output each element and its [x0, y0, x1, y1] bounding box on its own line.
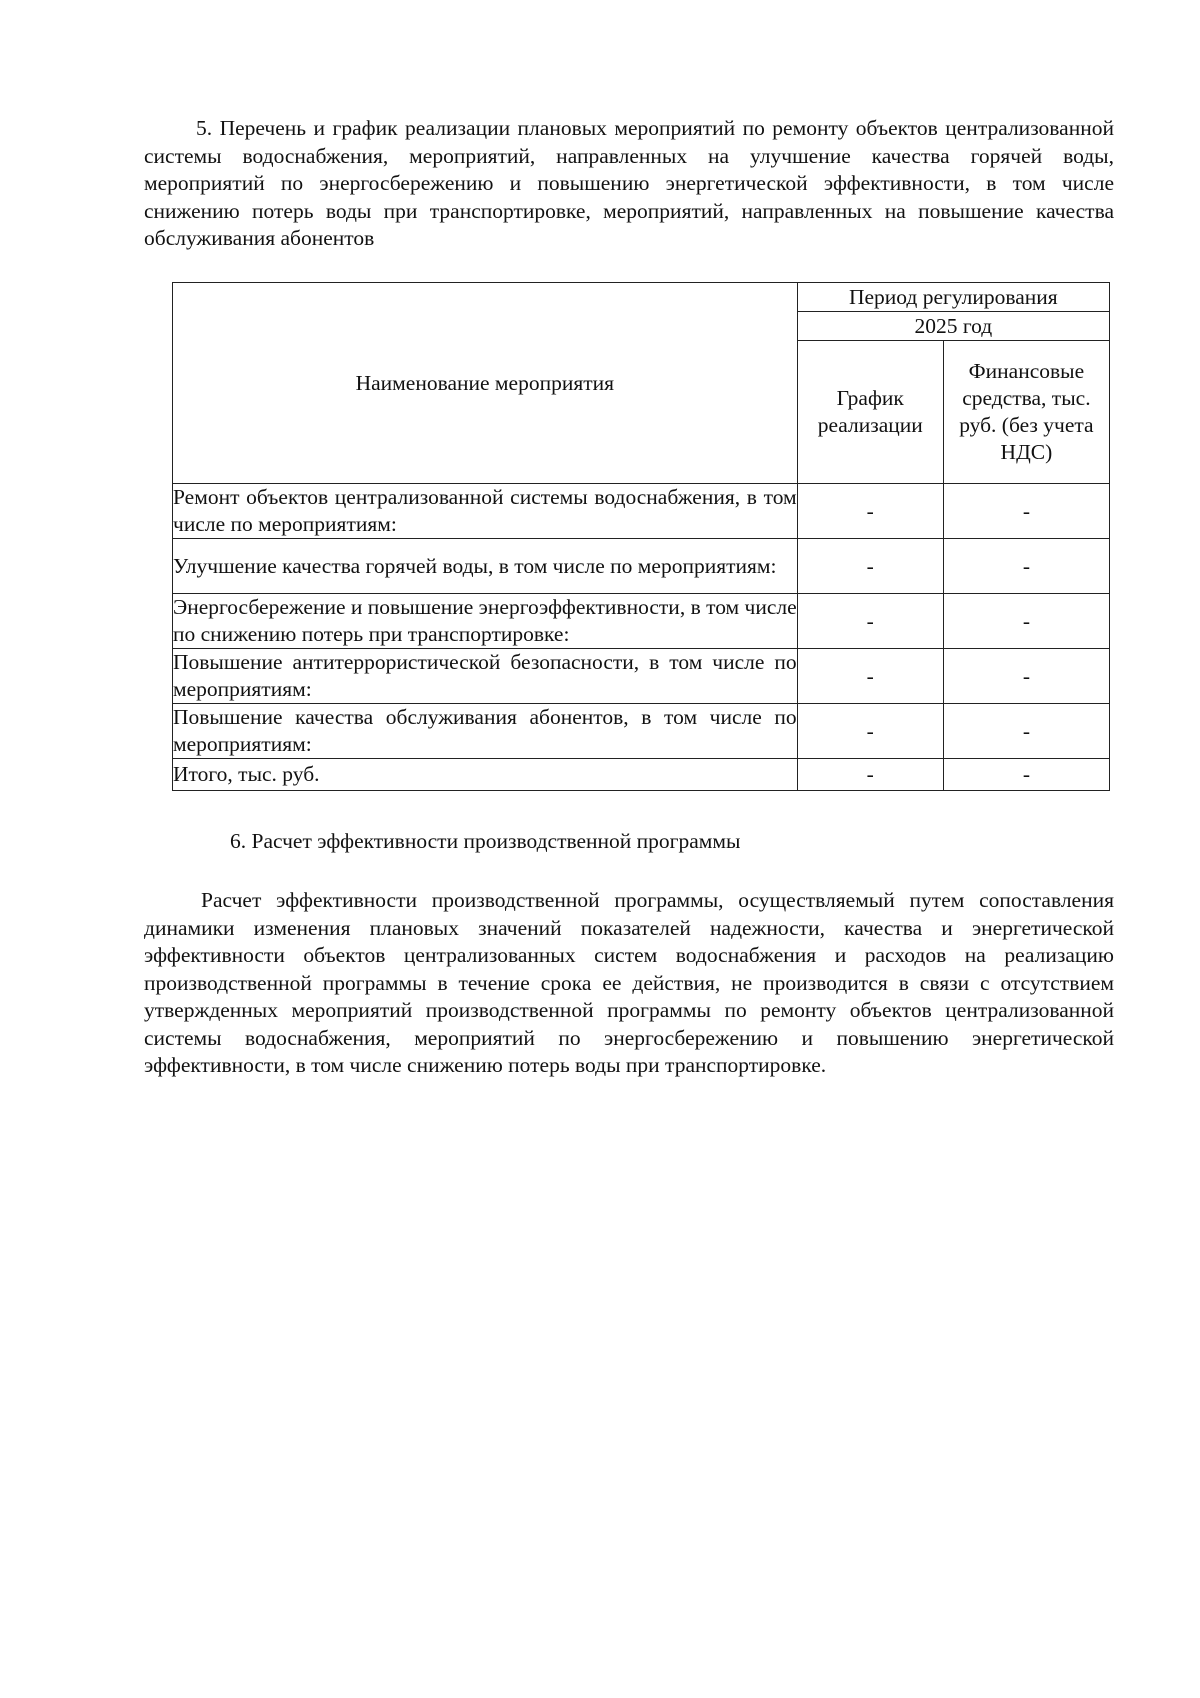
- header-activity-name: Наименование мероприятия: [173, 283, 798, 484]
- section-6-heading: 6. Расчет эффективности производственной программы: [230, 829, 741, 853]
- header-year: 2025 год: [797, 312, 1109, 341]
- section-6-paragraph: Расчет эффективности производственной программы, осуществляемый путем сопоставления динамики изменения плановых значений показателей надежности, качества и энергетической эффективности объектов централизованных систем водоснабжения и расходов на реализацию производственной программы в течение срока ее действия, не производится в связи с отсутствием утвержденных мероприятий производственной программы по ремонту объектов централизованной системы водоснабжения, мероприятий по энергосбережению и повышению энергетической эффективности, в том числе снижению потерь воды при транспортировке.: [144, 888, 1114, 1077]
- row-schedule-value: -: [797, 539, 943, 594]
- table-header-row-1: [173, 283, 1110, 312]
- row-total-label: Итого, тыс. руб.: [173, 759, 798, 791]
- row-finance-value: -: [943, 704, 1109, 759]
- table-row: [173, 539, 1110, 594]
- table-row: [173, 484, 1110, 539]
- row-activity-name: Повышение антитеррористической безопасности, в том числе по мероприятиям:: [173, 649, 798, 704]
- row-schedule-value: -: [797, 484, 943, 539]
- row-schedule-value: -: [797, 594, 943, 649]
- row-activity-name: Ремонт объектов централизованной системы водоснабжения, в том числе по мероприятиям:: [173, 484, 798, 539]
- activities-table: [172, 282, 1110, 791]
- section-5-paragraph: 5. Перечень и график реализации плановых мероприятий по ремонту объектов централизованной системы водоснабжения, мероприятий, направленных на улучшение качества горячей воды, мероприятий по энергосбережению и повышению энергетической эффективности, в том числе снижению потерь воды при транспортировке, мероприятий, направленных на повышение качества обслуживания абонентов: [144, 116, 1114, 250]
- row-activity-name: Повышение качества обслуживания абонентов, в том числе по мероприятиям:: [173, 704, 798, 759]
- row-finance-value: -: [943, 484, 1109, 539]
- table-total-row: [173, 759, 1110, 791]
- row-schedule-value: -: [797, 704, 943, 759]
- row-activity-name: Улучшение качества горячей воды, в том числе по мероприятиям:: [173, 539, 798, 594]
- table-row: [173, 594, 1110, 649]
- row-schedule-value: -: [797, 649, 943, 704]
- row-finance-value: -: [943, 539, 1109, 594]
- row-finance-value: -: [943, 649, 1109, 704]
- header-finance: Финансовые средства, тыс. руб. (без учета НДС): [943, 341, 1109, 484]
- table-row: [173, 704, 1110, 759]
- row-finance-value: -: [943, 759, 1109, 791]
- row-finance-value: -: [943, 594, 1109, 649]
- header-regulation-period: Период регулирования: [797, 283, 1109, 312]
- row-schedule-value: -: [797, 759, 943, 791]
- table-row: [173, 649, 1110, 704]
- header-schedule: График реализации: [797, 341, 943, 484]
- row-activity-name: Энергосбережение и повышение энергоэффективности, в том числе по снижению потерь при транспортировке:: [173, 594, 798, 649]
